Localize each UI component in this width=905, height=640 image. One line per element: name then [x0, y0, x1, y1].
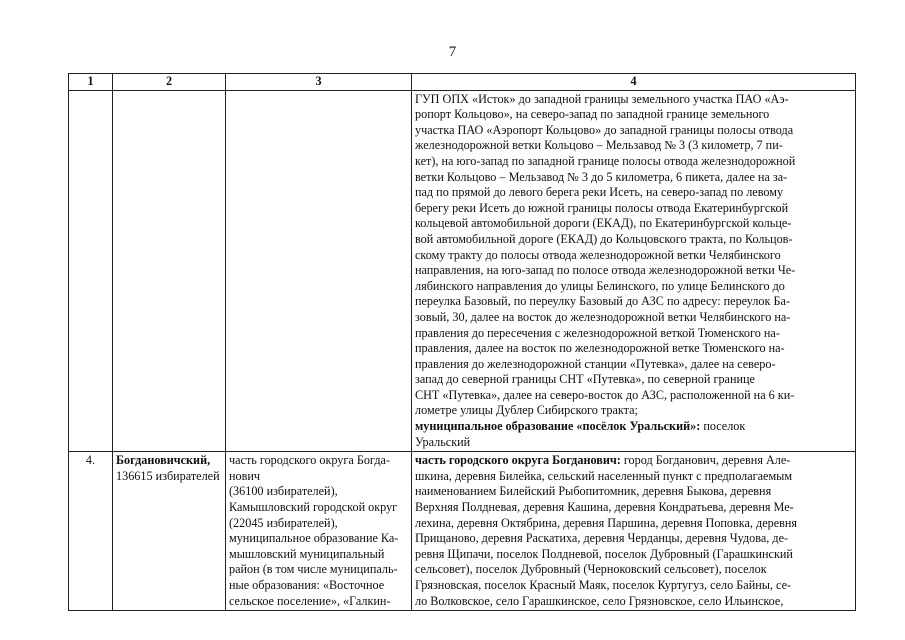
description-line: направления, на юго-запад по полосе отвода железнодорожной ветки Че-	[415, 263, 796, 278]
description-line: кольцевой автомобильной дороги (ЕКАД), по Екатеринбургской кольце-	[415, 216, 792, 231]
description-line: железнодорожной ветки Кольцово – Мельзавод № 3 (3 километр, 7 пи-	[415, 138, 783, 153]
description-line: вой автомобильной дороге (ЕКАД) до Кольцовского тракта, по Кольцов-	[415, 231, 793, 246]
description-line: Грязновская, поселок Красный Маяк, поселок Куртугуз, село Байны, се-	[415, 578, 792, 592]
description-line	[415, 453, 852, 469]
column-header: 1	[69, 74, 113, 91]
description-line: берегу реки Исеть до южной границы полосы отвода Екатеринбургской	[415, 200, 789, 215]
table-row	[69, 452, 856, 611]
row-number-cell	[69, 90, 113, 452]
description-cell	[412, 452, 856, 611]
description-lines	[415, 92, 852, 419]
description-text: город Богданович, деревня Але-	[620, 453, 791, 468]
page-number: 7	[448, 44, 457, 60]
column-header: 2	[113, 74, 226, 91]
district-cell	[113, 90, 226, 452]
municipality-line: район (в том числе муниципаль-	[229, 562, 398, 577]
municipality-line: (22045 избирателей),	[229, 515, 338, 530]
column-header: 4	[412, 74, 856, 91]
column-header: 3	[226, 74, 412, 91]
municipalities-lines	[229, 453, 408, 609]
description-line: лометре улицы Дублер Сибирского тракта;	[415, 403, 638, 418]
description-line: кет), на юго-запад по западной границе полосы отвода железнодорожной	[415, 153, 796, 168]
description-line: участка ПАО «Аэропорт Кольцово» до западной границы полосы отвода	[415, 122, 794, 137]
row-number-cell: 4.	[69, 452, 113, 611]
municipality-line: часть городского округа Богда-	[229, 453, 390, 468]
description-line: запад до северной границы СНТ «Путевка», по северной границе	[415, 372, 755, 387]
municipality-line: сельское поселение», «Галкин-	[229, 593, 391, 608]
description-line: Уральский	[415, 434, 471, 449]
description-line: зовый, 30, далее на восток до железнодорожной ветки Челябинского на-	[415, 309, 791, 324]
municipality-line: (36100 избирателей),	[229, 484, 338, 499]
municipality-line: муниципальное образование Ка-	[229, 531, 399, 546]
description-line: ГУП ОПХ «Исток» до западной границы земельного участка ПАО «Аэ-	[415, 91, 789, 106]
description-line: ропорт Кольцово», на северо-запад по западной границе земельного	[415, 107, 770, 122]
header-row	[69, 74, 856, 91]
description-line: правления, далее на восток по железнодорожной ветке Тюменского на-	[415, 341, 785, 356]
description-line: ревня Щипачи, поселок Полдневой, поселок Дубровный (Гарашкинский	[415, 546, 793, 561]
description-line: Прищаново, деревня Раскатиха, деревня Черданцы, деревня Чудова, де-	[415, 531, 789, 546]
description-line: лехина, деревня Октябрина, деревня Паршина, деревня Поповка, деревня	[415, 515, 798, 530]
description-line: ло Волковское, село Гарашкинское, село Грязновское, село Ильинское,	[415, 593, 784, 608]
municipality-line: мышловский муниципальный	[229, 546, 385, 561]
district-table	[68, 73, 856, 611]
description-cell	[412, 90, 856, 452]
description-line: наименованием Билейский Рыбопитомник, деревня Быкова, деревня	[415, 484, 772, 499]
municipalities-cell	[226, 90, 412, 452]
municipality-line: Камышловский городской округ	[229, 500, 398, 515]
description-line: ветки Кольцово – Мельзавод № 3 до 5 километра, 6 пикета, далее на за-	[415, 169, 788, 184]
district-name: Богдановичский,	[116, 453, 211, 468]
municipality-heading: муниципальное образование «посёлок Уральский»:	[415, 419, 701, 434]
table-row	[69, 90, 856, 452]
description-line: переулка Базовый, по переулку Базовый до АЗС по адресу: переулок Ба-	[415, 294, 790, 309]
description-line: пад по прямой до левого берега реки Исеть, на северо-запад по левому	[415, 185, 784, 200]
description-line: Верхняя Полдневая, деревня Кашина, деревня Кондратьева, деревня Ме-	[415, 500, 794, 515]
description-line	[415, 419, 852, 435]
description-text: поселок	[700, 419, 746, 434]
municipality-heading: часть городского округа Богданович:	[415, 453, 621, 468]
municipality-line: нович	[229, 468, 261, 483]
district-cell	[113, 452, 226, 611]
description-line: шкина, деревня Билейка, сельский населенный пункт с предполагаемым	[415, 468, 793, 483]
description-line: скому тракту до полосы отвода железнодорожной ветки Челябинского	[415, 247, 781, 262]
municipalities-cell	[226, 452, 412, 611]
description-lines	[415, 469, 852, 609]
description-line: правления до железнодорожной станции «Путевка», далее на северо-	[415, 356, 776, 371]
voter-count: 136615 избирателей	[116, 468, 220, 483]
municipality-line: ные образования: «Восточное	[229, 578, 385, 592]
description-line: лябинского направления до улицы Белинского, по улице Белинского до	[415, 278, 785, 293]
description-line: СНТ «Путевка», далее на северо-восток до АЗС, расположенной на 6 ки-	[415, 387, 795, 402]
description-line: сельсовет), поселок Дубровный (Черноковский сельсовет), поселок	[415, 562, 767, 577]
description-line: правления до пересечения с железнодорожной веткой Тюменского на-	[415, 325, 780, 340]
